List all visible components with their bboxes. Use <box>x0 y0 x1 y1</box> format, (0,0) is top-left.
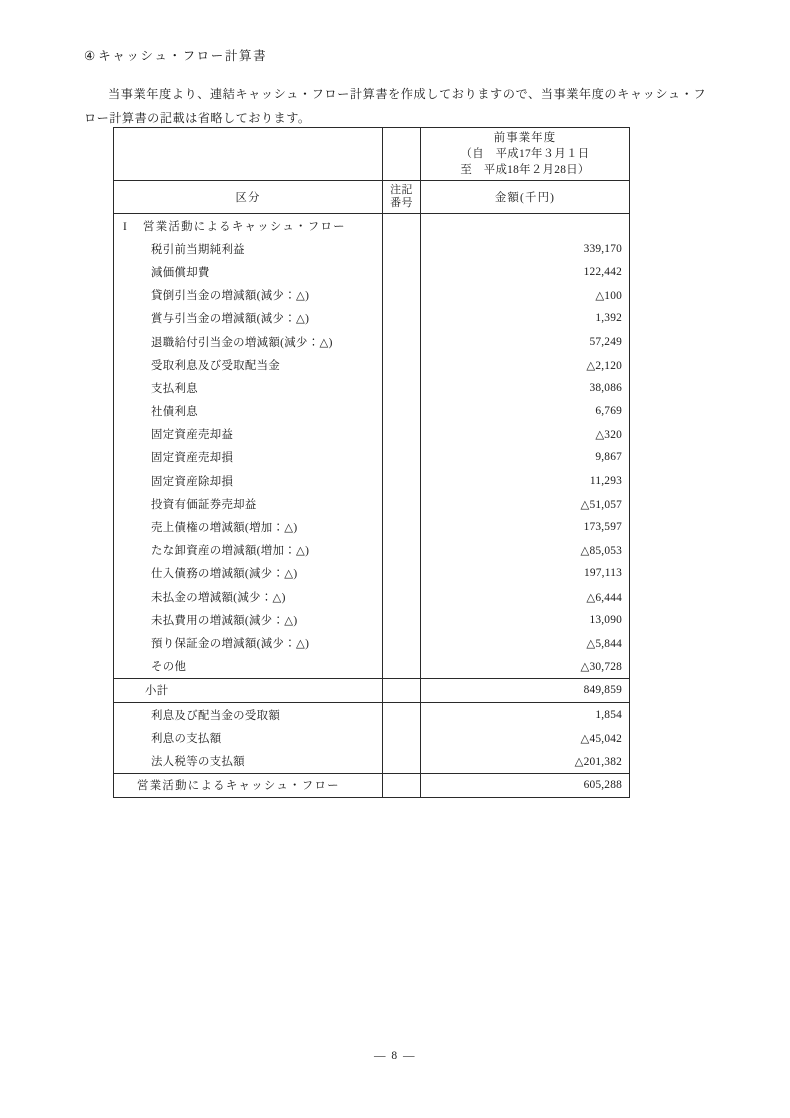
row-amount-cell: 6,769 <box>421 400 630 423</box>
table-row <box>114 749 630 773</box>
row-note-cell <box>383 655 421 679</box>
row-label: 賞与引当金の増減額(減少：△) <box>151 313 310 326</box>
row-note-cell <box>383 330 421 353</box>
row-label-cell <box>114 400 383 423</box>
row-label-cell <box>114 330 383 353</box>
row-note-cell <box>383 376 421 399</box>
table-row <box>114 330 630 353</box>
header-blank-note-cell <box>383 128 421 181</box>
row-amount-cell: △100 <box>421 284 630 307</box>
row-amount-cell: △2,120 <box>421 353 630 376</box>
row-label-cell <box>114 726 383 749</box>
table-row <box>114 631 630 654</box>
section-heading-label: キャッシュ・フロー計算書 <box>98 49 268 63</box>
row-label: 利息の支払額 <box>151 732 222 745</box>
table-row <box>114 214 630 238</box>
row-roman-numeral: I <box>123 220 127 233</box>
row-label-cell <box>114 539 383 562</box>
row-label: 利息及び配当金の受取額 <box>151 709 281 722</box>
table-row <box>114 539 630 562</box>
row-label-cell <box>114 585 383 608</box>
row-amount-cell: 339,170 <box>421 237 630 260</box>
row-label-cell <box>114 260 383 283</box>
row-label: 営業活動によるキャッシュ・フロー <box>143 220 346 233</box>
row-note-cell <box>383 469 421 492</box>
row-label-cell <box>114 237 383 260</box>
row-note-cell <box>383 585 421 608</box>
row-label: 未払費用の増減額(減少：△) <box>151 614 298 627</box>
column-header-note <box>383 181 421 214</box>
row-amount-cell: 11,293 <box>421 469 630 492</box>
table-row <box>114 726 630 749</box>
row-note-cell <box>383 749 421 773</box>
table-row <box>114 353 630 376</box>
row-label: 税引前当期純利益 <box>151 243 245 256</box>
row-amount-cell: 173,597 <box>421 515 630 538</box>
row-label-cell <box>114 492 383 515</box>
column-header-note-line2: 番号 <box>390 197 413 209</box>
period-to: 至 平成18年２月28日） <box>460 164 590 176</box>
table-row <box>114 678 630 702</box>
table-row <box>114 469 630 492</box>
table-row <box>114 237 630 260</box>
row-amount-cell: 9,867 <box>421 446 630 469</box>
row-label-cell <box>114 307 383 330</box>
row-note-cell <box>383 608 421 631</box>
period-title: 前事業年度 <box>493 132 557 144</box>
page-folio: — 8 — <box>374 1050 416 1062</box>
row-amount-cell: △51,057 <box>421 492 630 515</box>
table-row <box>114 400 630 423</box>
row-note-cell <box>383 631 421 654</box>
table-header-row-columns <box>114 181 630 214</box>
row-label-cell <box>114 773 383 797</box>
row-note-cell <box>383 446 421 469</box>
row-label: 小計 <box>145 685 169 698</box>
table-row <box>114 562 630 585</box>
row-note-cell <box>383 260 421 283</box>
row-label-cell <box>114 655 383 679</box>
table-row <box>114 376 630 399</box>
row-label-cell <box>114 446 383 469</box>
table-body <box>114 214 630 798</box>
row-amount-cell: △320 <box>421 423 630 446</box>
row-amount-cell: 57,249 <box>421 330 630 353</box>
row-amount-cell: △5,844 <box>421 631 630 654</box>
row-amount-cell: 13,090 <box>421 608 630 631</box>
row-label: 未払金の増減額(減少：△) <box>151 591 286 604</box>
table-row <box>114 585 630 608</box>
row-label: 支払利息 <box>151 382 198 395</box>
row-amount-cell: 38,086 <box>421 376 630 399</box>
header-blank-cell <box>114 128 383 181</box>
row-amount-cell: 197,113 <box>421 562 630 585</box>
row-amount-cell: △45,042 <box>421 726 630 749</box>
row-note-cell <box>383 678 421 702</box>
row-label: 仕入債務の増減額(減少：△) <box>151 568 298 581</box>
row-label: たな卸資産の増減額(増加：△) <box>151 545 310 558</box>
row-amount-cell: 1,854 <box>421 702 630 726</box>
table-row <box>114 307 630 330</box>
table-row <box>114 608 630 631</box>
section-marker: ④ <box>84 49 96 63</box>
row-label: 社債利息 <box>151 406 198 419</box>
row-label-cell <box>114 469 383 492</box>
row-note-cell <box>383 773 421 797</box>
row-note-cell <box>383 237 421 260</box>
row-amount-cell: △85,053 <box>421 539 630 562</box>
row-note-cell <box>383 562 421 585</box>
row-note-cell <box>383 726 421 749</box>
row-label-cell <box>114 353 383 376</box>
row-note-cell <box>383 214 421 238</box>
row-note-cell <box>383 423 421 446</box>
row-note-cell <box>383 515 421 538</box>
row-label-cell <box>114 702 383 726</box>
row-note-cell <box>383 539 421 562</box>
table-header <box>114 128 630 214</box>
row-note-cell <box>383 492 421 515</box>
row-amount-cell: 1,392 <box>421 307 630 330</box>
row-label: 固定資産売却益 <box>151 429 234 442</box>
row-note-cell <box>383 307 421 330</box>
row-note-cell <box>383 702 421 726</box>
body-paragraph: 当事業年度より、連結キャッシュ・フロー計算書を作成しておりますので、当事業年度のキャッシュ・フロー計算書の記載は省略しております。 <box>84 87 706 126</box>
row-label: 固定資産売却損 <box>151 452 234 465</box>
period-from: （自 平成17年３月１日 <box>460 148 590 160</box>
row-label-cell <box>114 376 383 399</box>
row-label-cell <box>114 678 383 702</box>
row-amount-cell: 122,442 <box>421 260 630 283</box>
row-note-cell <box>383 353 421 376</box>
row-amount-cell: △6,444 <box>421 585 630 608</box>
row-label-cell <box>114 562 383 585</box>
table-row <box>114 423 630 446</box>
row-note-cell <box>383 284 421 307</box>
column-header-note-line1: 注記 <box>390 184 413 196</box>
row-label: 固定資産除却損 <box>151 475 234 488</box>
column-header-amount: 金額(千円) <box>421 181 630 214</box>
row-label: その他 <box>151 661 187 674</box>
row-label-cell <box>114 608 383 631</box>
table-row <box>114 492 630 515</box>
row-label: 法人税等の支払額 <box>151 755 245 768</box>
cash-flow-statement-table <box>113 127 630 798</box>
table-row <box>114 773 630 797</box>
table-row <box>114 515 630 538</box>
row-label: 売上債権の増減額(増加：△) <box>151 522 298 535</box>
table-row <box>114 655 630 679</box>
table-row <box>114 284 630 307</box>
row-note-cell <box>383 400 421 423</box>
table-header-row-period <box>114 128 630 181</box>
row-label: 投資有価証券売却益 <box>151 498 257 511</box>
header-period-cell <box>421 128 630 181</box>
row-label: 受取利息及び受取配当金 <box>151 359 281 372</box>
table-row <box>114 260 630 283</box>
row-label: 退職給付引当金の増減額(減少：△) <box>151 336 333 349</box>
row-label-cell <box>114 423 383 446</box>
row-amount-cell: 849,859 <box>421 678 630 702</box>
section-heading <box>84 46 267 64</box>
row-label: 営業活動によるキャッシュ・フロー <box>137 780 340 793</box>
row-label-cell <box>114 214 383 238</box>
row-label-cell <box>114 515 383 538</box>
row-label: 減価償却費 <box>151 266 210 279</box>
row-label: 預り保証金の増減額(減少：△) <box>151 637 310 650</box>
table-row <box>114 702 630 726</box>
row-amount-cell <box>421 214 630 238</box>
row-label: 貸倒引当金の増減額(減少：△) <box>151 290 310 303</box>
row-label-cell <box>114 749 383 773</box>
row-label-cell <box>114 631 383 654</box>
column-header-item: 区分 <box>114 181 383 214</box>
row-label-cell <box>114 284 383 307</box>
row-amount-cell: △30,728 <box>421 655 630 679</box>
row-amount-cell: 605,288 <box>421 773 630 797</box>
row-amount-cell: △201,382 <box>421 749 630 773</box>
table-row <box>114 446 630 469</box>
